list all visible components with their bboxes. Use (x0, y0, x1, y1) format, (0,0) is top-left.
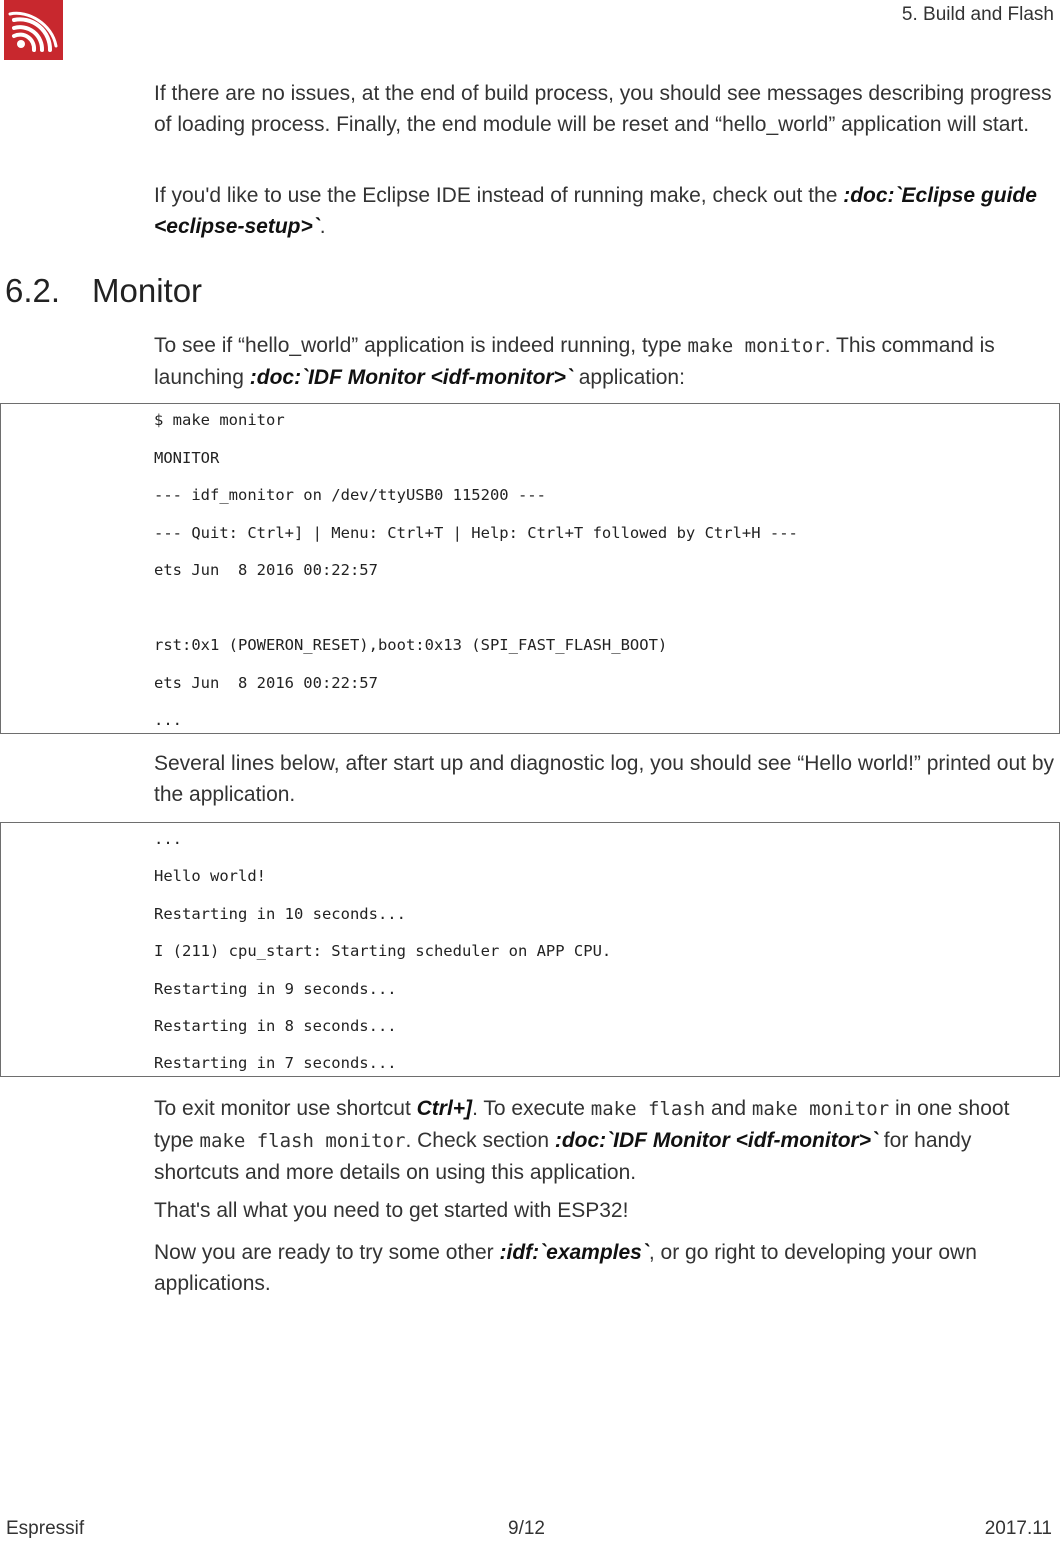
espressif-logo-icon (4, 0, 63, 60)
make-flash-code: make flash (590, 1098, 706, 1120)
section-heading (5, 272, 202, 310)
code-line: ets Jun 8 2016 00:22:57 (154, 561, 378, 579)
shortcut-key: Ctrl+] (416, 1097, 473, 1120)
idf-monitor-link[interactable]: :doc:`IDF Monitor <idf-monitor>` (249, 366, 573, 389)
exit-text-4: in one shoot type (154, 1097, 1010, 1152)
code-line: Restarting in 10 seconds... (154, 905, 406, 923)
hello-world-paragraph: Several lines below, after start up and diagnostic log, you should see “Hello world!” printed out by the application. (154, 752, 1055, 806)
examples-text: Now you are ready to try some other (154, 1241, 500, 1264)
exit-monitor-paragraph (154, 1093, 1054, 1188)
chapter-header: 5. Build and Flash (901, 4, 1054, 25)
examples-paragraph (154, 1237, 1054, 1299)
code-line: --- idf_monitor on /dev/ttyUSB0 115200 --- (154, 486, 546, 504)
make-flash-monitor-code: make flash monitor (199, 1130, 406, 1152)
espressif-logo (4, 0, 63, 60)
closing-paragraph: That's all what you need to get started with ESP32! (154, 1199, 629, 1222)
examples-link[interactable]: :idf:`examples` (499, 1241, 649, 1264)
code-line: I (211) cpu_start: Starting scheduler on APP CPU. (154, 942, 612, 960)
code-line: rst:0x1 (POWERON_RESET),boot:0x13 (SPI_FAST_FLASH_BOOT) (154, 636, 668, 654)
code-line: Restarting in 7 seconds... (154, 1054, 397, 1072)
monitor-intro-text: To see if “hello_world” application is indeed running, type (154, 334, 688, 357)
section-number: 6.2. (5, 272, 61, 309)
section-title: Monitor (92, 272, 203, 309)
monitor-intro-paragraph (154, 330, 1054, 393)
exit-text-3: and (705, 1097, 752, 1120)
eclipse-text-end: . (319, 215, 326, 238)
code-line: ... (154, 830, 182, 848)
exit-text: To exit monitor use shortcut (154, 1097, 417, 1120)
monitor-intro-text-2: . This command is launching (154, 334, 995, 389)
eclipse-guide-link[interactable]: :doc:`Eclipse guide <eclipse-setup>` (154, 184, 1037, 238)
eclipse-paragraph (154, 180, 1054, 242)
exit-text-6: for handy shortcuts and more details on using this application. (154, 1129, 972, 1184)
exit-text-5: . Check section (405, 1129, 555, 1152)
code-line: Hello world! (154, 867, 266, 885)
eclipse-text: If you'd like to use the Eclipse IDE instead of running make, check out the (154, 184, 844, 207)
monitor-intro-text-3: application: (572, 366, 685, 389)
hello-world-code-block (0, 822, 1060, 1077)
idf-monitor-link[interactable]: :doc:`IDF Monitor <idf-monitor>` (554, 1129, 878, 1152)
code-line: $ make monitor (154, 411, 285, 429)
make-monitor-code: make monitor (687, 335, 825, 357)
code-line: ets Jun 8 2016 00:22:57 (154, 674, 378, 692)
code-line: Restarting in 8 seconds... (154, 1017, 397, 1035)
exit-text-2: . To execute (472, 1097, 591, 1120)
footer-company: Espressif (6, 1518, 85, 1539)
intro-paragraph: If there are no issues, at the end of build process, you should see messages describing progress of loading process. Finally, the end module will be reset and “hello_world” application will start. (154, 82, 1052, 136)
examples-text-end: , or go right to developing your own applications. (154, 1241, 977, 1295)
footer-page-number: 9/12 (508, 1518, 545, 1539)
code-line: Restarting in 9 seconds... (154, 980, 397, 998)
make-monitor-code: make monitor (751, 1098, 890, 1120)
code-line: ... (154, 711, 182, 729)
monitor-output-code-block (0, 403, 1060, 734)
footer-date: 2017.11 (984, 1518, 1052, 1539)
code-line: MONITOR (154, 449, 220, 467)
code-line: --- Quit: Ctrl+] | Menu: Ctrl+T | Help: Ctrl+T followed by Ctrl+H --- (154, 524, 798, 542)
